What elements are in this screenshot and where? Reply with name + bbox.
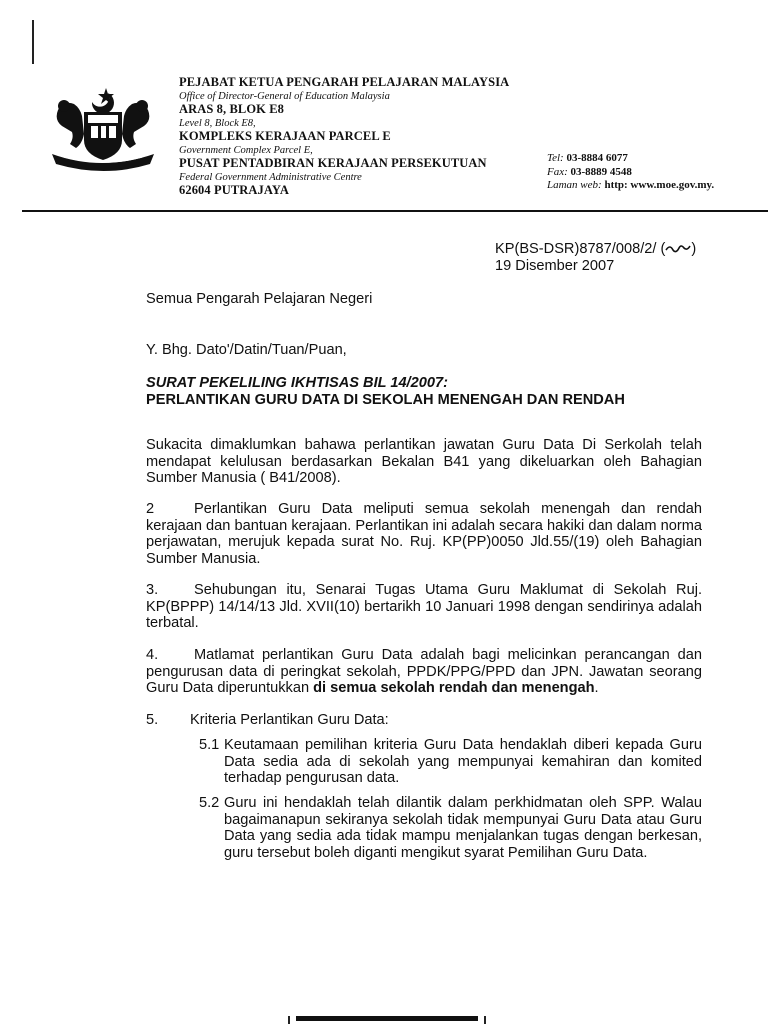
- subparagraph-5-1-text: Keutamaan pemilihan kriteria Guru Data hendaklah diberi kepada Guru Data sedia ada di sekolah yang mempunyai kemahiran dan komited terhadap pengurusan data.: [224, 737, 702, 786]
- reference-number-text: KP(BS-DSR)8787/008/2/ (: [495, 241, 666, 257]
- tel-value: 03-8884 6077: [566, 152, 628, 164]
- fax-value: 03-8889 4548: [570, 165, 632, 178]
- subject-block: [146, 375, 625, 408]
- coat-of-arms-emblem: [44, 84, 162, 172]
- paragraph-4-number: 4.: [146, 647, 159, 663]
- subparagraph-5-1-number: 5.1: [199, 737, 220, 753]
- subparagraph-5-1: [199, 737, 702, 787]
- address-centre-en: Federal Government Administrative Centre: [179, 171, 362, 183]
- org-name-ms: PEJABAT KETUA PENGARAH PELAJARAN MALAYSIA: [179, 75, 510, 89]
- subparagraph-5-2-number: 5.2: [199, 795, 220, 811]
- recipient: Semua Pengarah Pelajaran Negeri: [146, 291, 373, 307]
- paragraph-5-text: Kriteria Perlantikan Guru Data:: [190, 712, 389, 728]
- paragraph-3-text: Sehubungan itu, Senarai Tugas Utama Guru Maklumat di Sekolah Ruj. KP(BPPP) 14/14/13 Jld. XVII(10) bertarikh 10 Januari 1998 dengan sendirinya adalah terbatal.: [146, 582, 702, 631]
- scan-mark-left: [32, 20, 34, 64]
- paragraph-4-emphasis: di semua sekolah rendah dan menengah: [313, 680, 595, 696]
- paragraph-4: [146, 647, 702, 697]
- contact-block: [547, 152, 714, 193]
- web-line: [547, 179, 714, 193]
- letterhead-divider: [22, 210, 768, 212]
- subject-line-1: SURAT PEKELILING IKHTISAS BIL 14/2007:: [146, 375, 448, 391]
- address-level-ms: ARAS 8, BLOK E8: [179, 102, 284, 116]
- paragraph-3-number: 3.: [146, 582, 159, 598]
- reference-suffix: ): [691, 241, 697, 257]
- address-centre-ms: PUSAT PENTADBIRAN KERAJAAN PERSEKUTUAN: [179, 156, 487, 170]
- paragraph-1: Sukacita dimaklumkan bahawa perlantikan jawatan Guru Data Di Serkolah telah mendapat kelulusan berdasarkan Bekalan B41 yang dikeluarkan oleh Bahagian Sumber Manusia ( B41/2008).: [146, 437, 702, 486]
- letter-date: 19 Disember 2007: [495, 257, 615, 274]
- paragraph-2: [146, 501, 702, 567]
- paragraph-4-text: Matlamat perlantikan Guru Data adalah bagi melicinkan perancangan dan pengurusan data di peringkat sekolah, PPDK/PPG/PPD dan JPN. Jawatan seorang Guru Data diperuntukkan: [146, 647, 702, 696]
- reference-number: [495, 241, 696, 258]
- address-level-en: Level 8, Block E8,: [179, 117, 256, 129]
- fax-line: [547, 166, 714, 180]
- subparagraph-5-2-text: Guru ini hendaklah telah dilantik dalam perkhidmatan oleh SPP. Walau bagaimanapun sekiranya sekolah tidak mempunyai Guru Data atau Guru Data yang sedia ada tidak mampu menjalankan tugas dengan berkesan, guru tersebut boleh diganti mengikut syarat Pemilihan Guru Data.: [224, 795, 702, 861]
- paragraph-2-number: 2: [146, 501, 155, 517]
- address-complex-ms: KOMPLEKS KERAJAAN PARCEL E: [179, 129, 391, 143]
- address-postcode: 62604 PUTRAJAYA: [179, 183, 289, 197]
- subject-line-2: PERLANTIKAN GURU DATA DI SEKOLAH MENENGAH DAN RENDAH: [146, 391, 625, 408]
- paragraph-4-end: .: [594, 680, 599, 696]
- paragraph-3: [146, 582, 702, 632]
- tel-line: [547, 152, 714, 166]
- tel-label: Tel:: [547, 152, 564, 164]
- address-complex-en: Government Complex Parcel E,: [179, 144, 313, 156]
- letterhead-block: [179, 76, 509, 198]
- fax-label: Fax:: [547, 165, 568, 178]
- reference-block: [495, 241, 696, 274]
- handwritten-mark-icon: [665, 242, 691, 254]
- web-value: http: www.moe.gov.my.: [604, 179, 715, 191]
- org-name-en: Office of Director-General of Education Malaysia: [179, 90, 390, 102]
- subparagraph-5-2: [199, 795, 702, 879]
- paragraph-5: [146, 712, 389, 729]
- scan-mark-bottom: [288, 1012, 488, 1024]
- web-label: Laman web:: [547, 179, 602, 191]
- salutation: Y. Bhg. Dato'/Datin/Tuan/Puan,: [146, 342, 347, 358]
- paragraph-5-number: 5.: [146, 712, 159, 728]
- paragraph-2-text: Perlantikan Guru Data meliputi semua sekolah menengah dan rendah kerajaan dan bantuan kerajaan. Perlantikan ini adalah secara hakiki dan dalam norma perjawatan, merujuk kepada surat No. Ruj. KP(PP)0050 Jld.55/(19) oleh Bahagian Sumber Manusia.: [146, 501, 702, 567]
